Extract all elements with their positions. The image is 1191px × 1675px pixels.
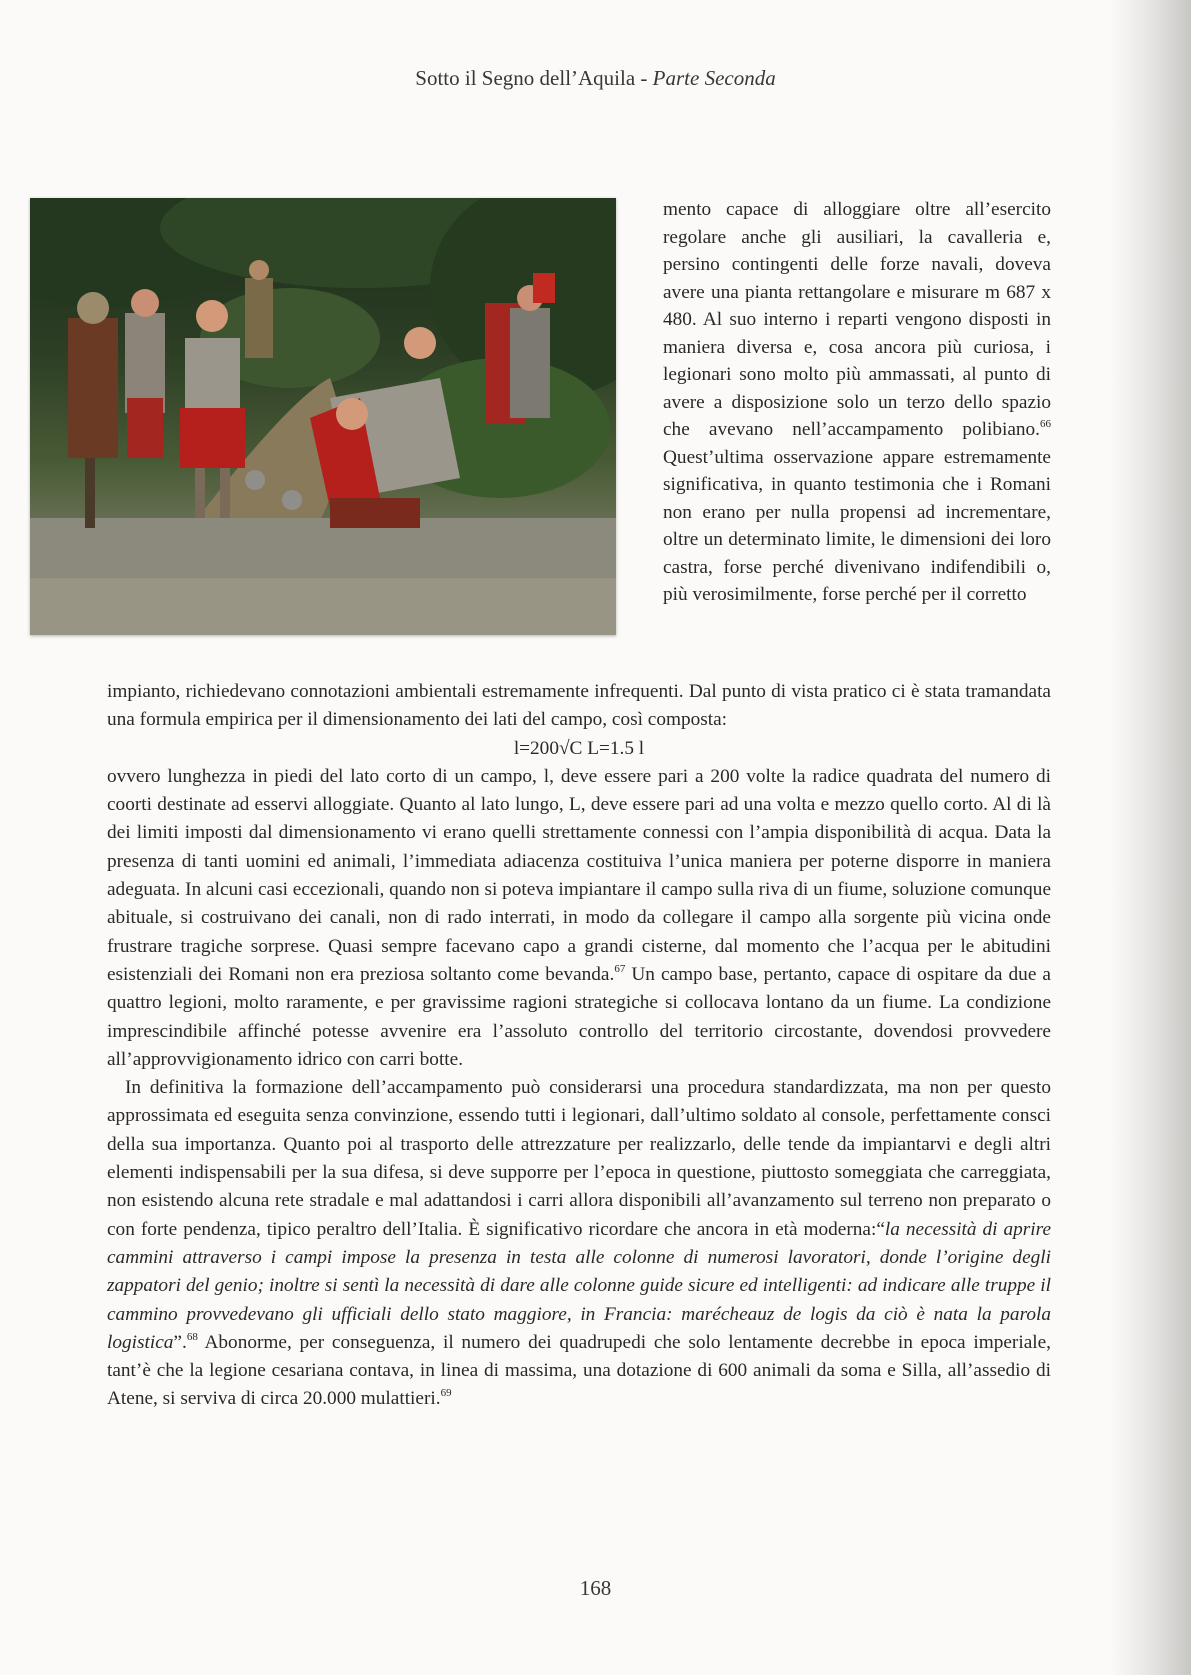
legionary-figure bbox=[485, 285, 550, 423]
photo-illustration bbox=[30, 198, 616, 635]
body-paragraph-1b bbox=[107, 763, 1051, 1074]
body-text: Abonorme, per conseguenza, il numero dei quadrupedi che solo lentamente decrebbe in epoca imperiale, tant’è che la legione cesariana contava, in linea di massima, una dotazione di 600 animali da soma e Silla, all’assedio di Atene, si serviva di circa 20.000 mulattieri. bbox=[107, 1331, 1051, 1410]
footnote-ref-66: 66 bbox=[1040, 418, 1051, 430]
logistics-quote: la necessità di aprire cammini attraverso i campi impose la presenza in testa alle colonne di numerosi lavoratori, donde l’origine degli zappatori del genio; inoltre si sentì la necessità di dare alle colonne guide sicure ed intelligenti: ad indicare alle truppe il cammino provvedevano gli ufficiali dello stato maggiore, in Francia: maréchеauz de logis da ciò è nata la parola logistica bbox=[107, 1218, 1051, 1353]
legionary-figure bbox=[125, 289, 165, 458]
camp-dimension-formula: l=200√C L=1.5 l bbox=[513, 737, 645, 759]
book-part: Parte Seconda bbox=[652, 66, 776, 90]
book-title: Sotto il Segno dell’Aquila - bbox=[415, 66, 648, 90]
main-body-text bbox=[107, 678, 1051, 1414]
helmet-on-ground bbox=[245, 470, 265, 490]
side-column-text bbox=[663, 196, 1051, 609]
page-number: 168 bbox=[579, 1576, 612, 1600]
running-header bbox=[0, 66, 1191, 91]
column-paragraph: mento capace di alloggiare oltre all’esercito regolare anche gli ausiliari, la cavalleria e, persino contingenti delle forze navali, doveva avere una pianta rettangolare e misurare m 687 x 480. Al suo interno i reparti vengono disposti in maniera diversa e, cosa ancora più curiosa, i legionari sono molto più ammassati, al punto di avere a disposizione solo un terzo dello spazio che avevano nell’accampamento polibiano. bbox=[663, 199, 1051, 440]
body-paragraph-2 bbox=[107, 1074, 1051, 1414]
photo-roman-legionaries bbox=[30, 198, 616, 635]
helmet-on-ground bbox=[282, 490, 302, 510]
footnote-ref-67: 67 bbox=[614, 962, 626, 975]
body-text: In definitiva la formazione dell’accampamento può considerarsi una procedura standardizzata, ma non per questo approssimata ed eseguita senza convinzione, essendo tutti i legionari, dall’ultimo soldato al console, perfettamente consci della sua importanza. Quanto poi al trasporto delle attrezzature per realizzarlo, delle tende da impiantarvi e degli altri elementi indispensabili per la sua difesa, si deve supporre per l’epoca in questione, piuttosto someggiata che carreggiata, non esistendo alcuna rete stradale e mal adattandosi i carri allora disponibili all’avanzamento sul terreno non preparato o con forte pendenza, tipico peraltro dell’Italia. È significativo ricordare che ancora in età moderna:“ bbox=[107, 1077, 1051, 1240]
legionary-figure bbox=[68, 292, 118, 528]
footnote-ref-69: 69 bbox=[440, 1387, 452, 1400]
body-paragraph-1a: impianto, richiedevano connotazioni ambientali estremamente infrequenti. Dal punto di vista pratico ci è stata tramandata una formula empirica per il dimensionamento dei lati del campo, così composta: bbox=[107, 681, 1051, 731]
page-edge-shadow bbox=[1111, 0, 1191, 1675]
column-paragraph-continued: Quest’ultima osservazione appare estremamente significativa, in quanto testimonia che i Romani non erano per nulla propensi ad incrementare, oltre un determinato limite, le dimensioni dei loro castra, forse perché divenivano indifendibili o, più verosimilmente, forse perché per il corretto bbox=[663, 446, 1051, 605]
water-reflection bbox=[30, 578, 616, 635]
body-text: Un campo base, pertanto, capace di ospitare da due a quattro legioni, molto raramente, e per gravissime ragioni strategiche si collocava lontano da un fiume. La condizione imprescindibile affinché potesse avvenire era l’assoluto controllo del territorio circostante, dovendosi provvedere all’approvvigionamento idrico con carri botte. bbox=[107, 963, 1051, 1070]
vexillum-banner bbox=[533, 273, 555, 303]
quote-close: ”. bbox=[173, 1331, 187, 1353]
footnote-ref-68: 68 bbox=[186, 1330, 198, 1343]
body-text: ovvero lunghezza in piedi del lato corto di un campo, l, deve essere pari a 200 volte la radice quadrata del numero di coorti destinate ad esservi alloggiate. Quanto al lato lungo, L, deve essere pari ad una volta e mezzo quello corto. Al di là dei limiti imposti dal dimensionamento vi erano quelli strettamente connessi con l’ampia disponibilità di acqua. Data la presenza di tanti uomini ed animali, l’immediata adiacenza costituiva l’unica maniera per poterne disporre in maniera adeguata. In alcuni casi eccezionali, quando non si poteva impiantare il campo sulla riva di un fiume, soluzione comunque abituale, si costruivano dei canali, non di rado interrati, in modo da collegare il campo alla sorgente più vicina onde frustrare tragiche sorprese. Quasi sempre facevano capo a grandi cisterne, dal momento che l’acqua per le abitudini esistenziali dei Romani non era preziosa soltanto come bevanda. bbox=[107, 765, 1051, 985]
